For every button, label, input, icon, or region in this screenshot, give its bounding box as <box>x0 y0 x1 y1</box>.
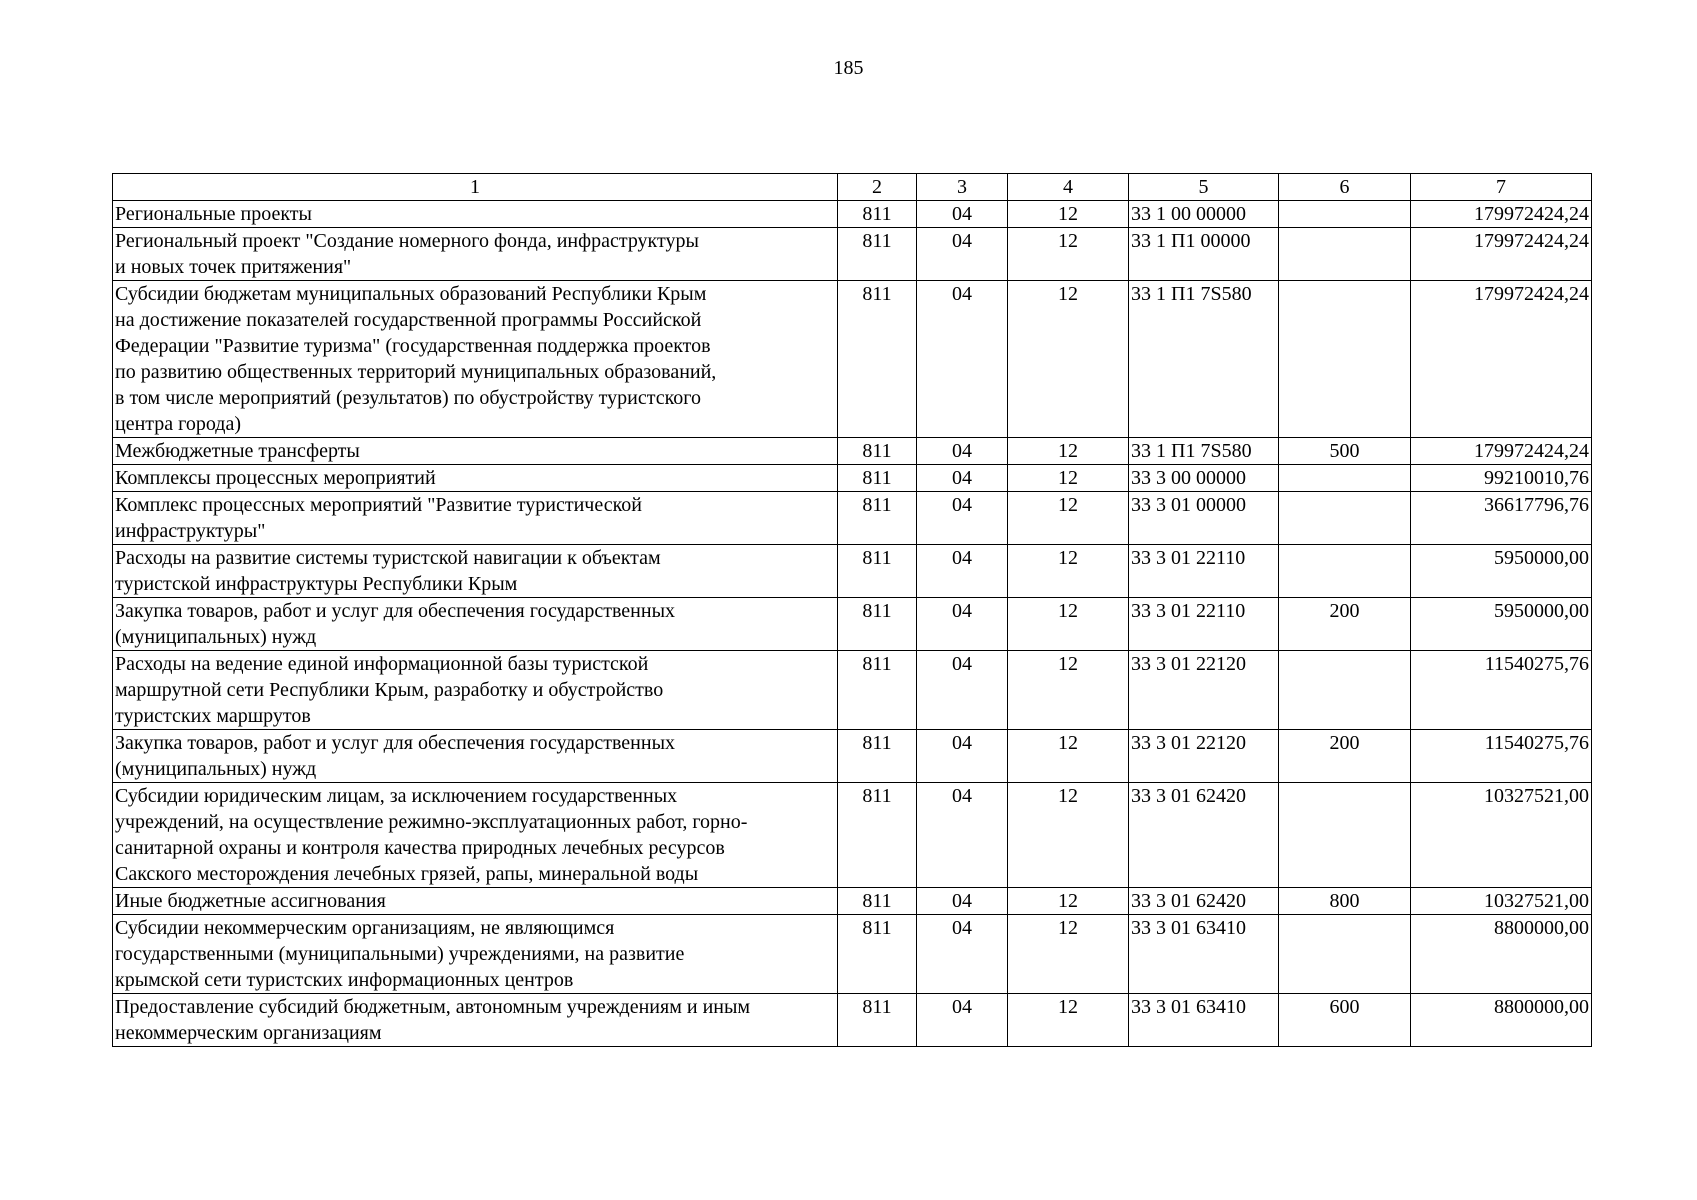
expense-name-cell <box>113 651 838 730</box>
ministry-code-cell: 811 <box>838 783 917 888</box>
ministry-code-cell: 811 <box>838 915 917 994</box>
expense-name-line: Комплекс процессных мероприятий "Развитие туристической <box>115 494 642 516</box>
expense-name-line: в том числе мероприятий (результатов) по обустройству туристского <box>115 387 702 409</box>
expense-type-code-cell <box>1279 228 1411 281</box>
table-row <box>113 915 1592 994</box>
ministry-code-cell: 811 <box>838 994 917 1047</box>
table-row <box>113 730 1592 783</box>
expense-name-cell <box>113 888 838 915</box>
target-article-code-cell: 33 3 01 62420 <box>1129 783 1279 888</box>
target-article-code-cell: 33 3 01 63410 <box>1129 994 1279 1047</box>
amount-cell: 8800000,00 <box>1411 915 1592 994</box>
ministry-code-cell: 811 <box>838 651 917 730</box>
subsection-code-cell: 12 <box>1008 730 1129 783</box>
target-article-code-cell: 33 3 01 62420 <box>1129 888 1279 915</box>
subsection-code-cell: 12 <box>1008 465 1129 492</box>
expense-name-line: Субсидии юридическим лицам, за исключением государственных <box>115 785 678 807</box>
expense-name-line: по развитию общественных территорий муниципальных образований, <box>115 361 717 383</box>
expense-name-line: на достижение показателей государственной программы Российской <box>115 309 702 331</box>
subsection-code-cell: 12 <box>1008 545 1129 598</box>
ministry-code-cell: 811 <box>838 281 917 438</box>
section-code-cell: 04 <box>917 465 1008 492</box>
expense-type-code-cell: 200 <box>1279 730 1411 783</box>
expense-name-line: Федерации "Развитие туризма" (государственная поддержка проектов <box>115 335 711 357</box>
expense-name-line: крымской сети туристских информационных центров <box>115 969 574 991</box>
expense-name-line: Закупка товаров, работ и услуг для обеспечения государственных <box>115 600 676 622</box>
ministry-code-cell: 811 <box>838 888 917 915</box>
expense-name-line: центра города) <box>115 413 241 435</box>
ministry-code-cell: 811 <box>838 228 917 281</box>
subsection-code-cell: 12 <box>1008 651 1129 730</box>
section-code-cell: 04 <box>917 651 1008 730</box>
section-code-cell: 04 <box>917 783 1008 888</box>
table-row <box>113 492 1592 545</box>
target-article-code-cell: 33 3 01 00000 <box>1129 492 1279 545</box>
subsection-code-cell: 12 <box>1008 438 1129 465</box>
section-code-cell: 04 <box>917 994 1008 1047</box>
table-row <box>113 438 1592 465</box>
expense-name-line: (муниципальных) нужд <box>115 626 317 648</box>
table-row <box>113 281 1592 438</box>
header-cell-3: 3 <box>917 174 1008 201</box>
section-code-cell: 04 <box>917 915 1008 994</box>
subsection-code-cell: 12 <box>1008 228 1129 281</box>
expense-name-cell <box>113 438 838 465</box>
header-cell-4: 4 <box>1008 174 1129 201</box>
table-row <box>113 888 1592 915</box>
expense-name-line: туристской инфраструктуры Республики Крым <box>115 573 518 595</box>
section-code-cell: 04 <box>917 545 1008 598</box>
table-row <box>113 994 1592 1047</box>
expense-type-code-cell: 500 <box>1279 438 1411 465</box>
amount-cell: 11540275,76 <box>1411 651 1592 730</box>
amount-cell: 10327521,00 <box>1411 888 1592 915</box>
expense-name-cell <box>113 915 838 994</box>
table-row <box>113 465 1592 492</box>
section-code-cell: 04 <box>917 201 1008 228</box>
table-row <box>113 598 1592 651</box>
expense-name-line: Расходы на ведение единой информационной базы туристской <box>115 653 649 675</box>
target-article-code-cell: 33 3 01 22120 <box>1129 730 1279 783</box>
section-code-cell: 04 <box>917 598 1008 651</box>
expense-name-line: туристских маршрутов <box>115 705 311 727</box>
expense-name-line: учреждений, на осуществление режимно-эксплуатационных работ, горно- <box>115 811 748 833</box>
expense-name-line: Комплексы процессных мероприятий <box>115 467 436 489</box>
ministry-code-cell: 811 <box>838 201 917 228</box>
expense-type-code-cell <box>1279 281 1411 438</box>
ministry-code-cell: 811 <box>838 598 917 651</box>
expense-name-cell <box>113 281 838 438</box>
expense-name-line: некоммерческим организациям <box>115 1022 382 1044</box>
expense-type-code-cell: 800 <box>1279 888 1411 915</box>
header-cell-5: 5 <box>1129 174 1279 201</box>
amount-cell: 179972424,24 <box>1411 281 1592 438</box>
expense-name-cell <box>113 994 838 1047</box>
expense-name-cell <box>113 598 838 651</box>
ministry-code-cell: 811 <box>838 438 917 465</box>
ministry-code-cell: 811 <box>838 465 917 492</box>
subsection-code-cell: 12 <box>1008 281 1129 438</box>
subsection-code-cell: 12 <box>1008 492 1129 545</box>
expense-type-code-cell: 600 <box>1279 994 1411 1047</box>
amount-cell: 11540275,76 <box>1411 730 1592 783</box>
section-code-cell: 04 <box>917 281 1008 438</box>
expense-name-line: Субсидии некоммерческим организациям, не являющимся <box>115 917 615 939</box>
expense-name-line: Расходы на развитие системы туристской навигации к объектам <box>115 547 661 569</box>
expense-name-cell <box>113 545 838 598</box>
ministry-code-cell: 811 <box>838 730 917 783</box>
subsection-code-cell: 12 <box>1008 598 1129 651</box>
target-article-code-cell: 33 1 П1 7S580 <box>1129 281 1279 438</box>
expense-name-line: санитарной охраны и контроля качества природных лечебных ресурсов <box>115 837 725 859</box>
amount-cell: 36617796,76 <box>1411 492 1592 545</box>
section-code-cell: 04 <box>917 888 1008 915</box>
expense-type-code-cell <box>1279 492 1411 545</box>
amount-cell: 99210010,76 <box>1411 465 1592 492</box>
table-row <box>113 201 1592 228</box>
amount-cell: 5950000,00 <box>1411 545 1592 598</box>
expense-type-code-cell: 200 <box>1279 598 1411 651</box>
amount-cell: 8800000,00 <box>1411 994 1592 1047</box>
subsection-code-cell: 12 <box>1008 888 1129 915</box>
target-article-code-cell: 33 3 01 63410 <box>1129 915 1279 994</box>
header-cell-6: 6 <box>1279 174 1411 201</box>
expense-type-code-cell <box>1279 201 1411 228</box>
target-article-code-cell: 33 3 01 22120 <box>1129 651 1279 730</box>
expense-name-line: Сакского месторождения лечебных грязей, рапы, минеральной воды <box>115 863 699 885</box>
subsection-code-cell: 12 <box>1008 783 1129 888</box>
expense-name-line: Предоставление субсидий бюджетным, автономным учреждениям и иным <box>115 996 751 1018</box>
expense-type-code-cell <box>1279 465 1411 492</box>
section-code-cell: 04 <box>917 730 1008 783</box>
expense-name-cell <box>113 228 838 281</box>
header-cell-1: 1 <box>113 174 838 201</box>
amount-cell: 179972424,24 <box>1411 228 1592 281</box>
section-code-cell: 04 <box>917 492 1008 545</box>
amount-cell: 179972424,24 <box>1411 201 1592 228</box>
expense-type-code-cell <box>1279 545 1411 598</box>
header-cell-7: 7 <box>1411 174 1592 201</box>
subsection-code-cell: 12 <box>1008 915 1129 994</box>
expense-type-code-cell <box>1279 915 1411 994</box>
expense-name-line: (муниципальных) нужд <box>115 758 317 780</box>
header-cell-2: 2 <box>838 174 917 201</box>
subsection-code-cell: 12 <box>1008 994 1129 1047</box>
page-number: 185 <box>833 57 864 79</box>
expense-name-cell <box>113 783 838 888</box>
target-article-code-cell: 33 3 01 22110 <box>1129 545 1279 598</box>
expense-name-cell <box>113 201 838 228</box>
expense-name-line: Региональные проекты <box>115 203 312 225</box>
target-article-code-cell: 33 1 П1 7S580 <box>1129 438 1279 465</box>
expense-name-line: Закупка товаров, работ и услуг для обеспечения государственных <box>115 732 676 754</box>
table-row <box>113 783 1592 888</box>
expense-type-code-cell <box>1279 651 1411 730</box>
expense-name-line: Межбюджетные трансферты <box>115 440 360 462</box>
expense-name-line: и новых точек притяжения" <box>115 256 352 278</box>
ministry-code-cell: 811 <box>838 492 917 545</box>
section-code-cell: 04 <box>917 438 1008 465</box>
table-row <box>113 545 1592 598</box>
expense-name-cell <box>113 492 838 545</box>
target-article-code-cell: 33 1 П1 00000 <box>1129 228 1279 281</box>
subsection-code-cell: 12 <box>1008 201 1129 228</box>
expense-name-cell <box>113 730 838 783</box>
budget-table <box>112 173 1592 1047</box>
expense-name-line: маршрутной сети Республики Крым, разработку и обустройство <box>115 679 664 701</box>
expense-name-cell <box>113 465 838 492</box>
section-code-cell: 04 <box>917 228 1008 281</box>
ministry-code-cell: 811 <box>838 545 917 598</box>
column-number-header-row <box>113 174 1592 201</box>
expense-name-line: государственными (муниципальными) учреждениями, на развитие <box>115 943 685 965</box>
amount-cell: 10327521,00 <box>1411 783 1592 888</box>
target-article-code-cell: 33 1 00 00000 <box>1129 201 1279 228</box>
amount-cell: 5950000,00 <box>1411 598 1592 651</box>
amount-cell: 179972424,24 <box>1411 438 1592 465</box>
expense-name-line: Иные бюджетные ассигнования <box>115 890 386 912</box>
table-row <box>113 651 1592 730</box>
expense-name-line: инфраструктуры" <box>115 520 266 542</box>
expense-name-line: Субсидии бюджетам муниципальных образований Республики Крым <box>115 283 707 305</box>
target-article-code-cell: 33 3 00 00000 <box>1129 465 1279 492</box>
expense-name-line: Региональный проект "Создание номерного фонда, инфраструктуры <box>115 230 699 252</box>
table-row <box>113 228 1592 281</box>
expense-type-code-cell <box>1279 783 1411 888</box>
target-article-code-cell: 33 3 01 22110 <box>1129 598 1279 651</box>
